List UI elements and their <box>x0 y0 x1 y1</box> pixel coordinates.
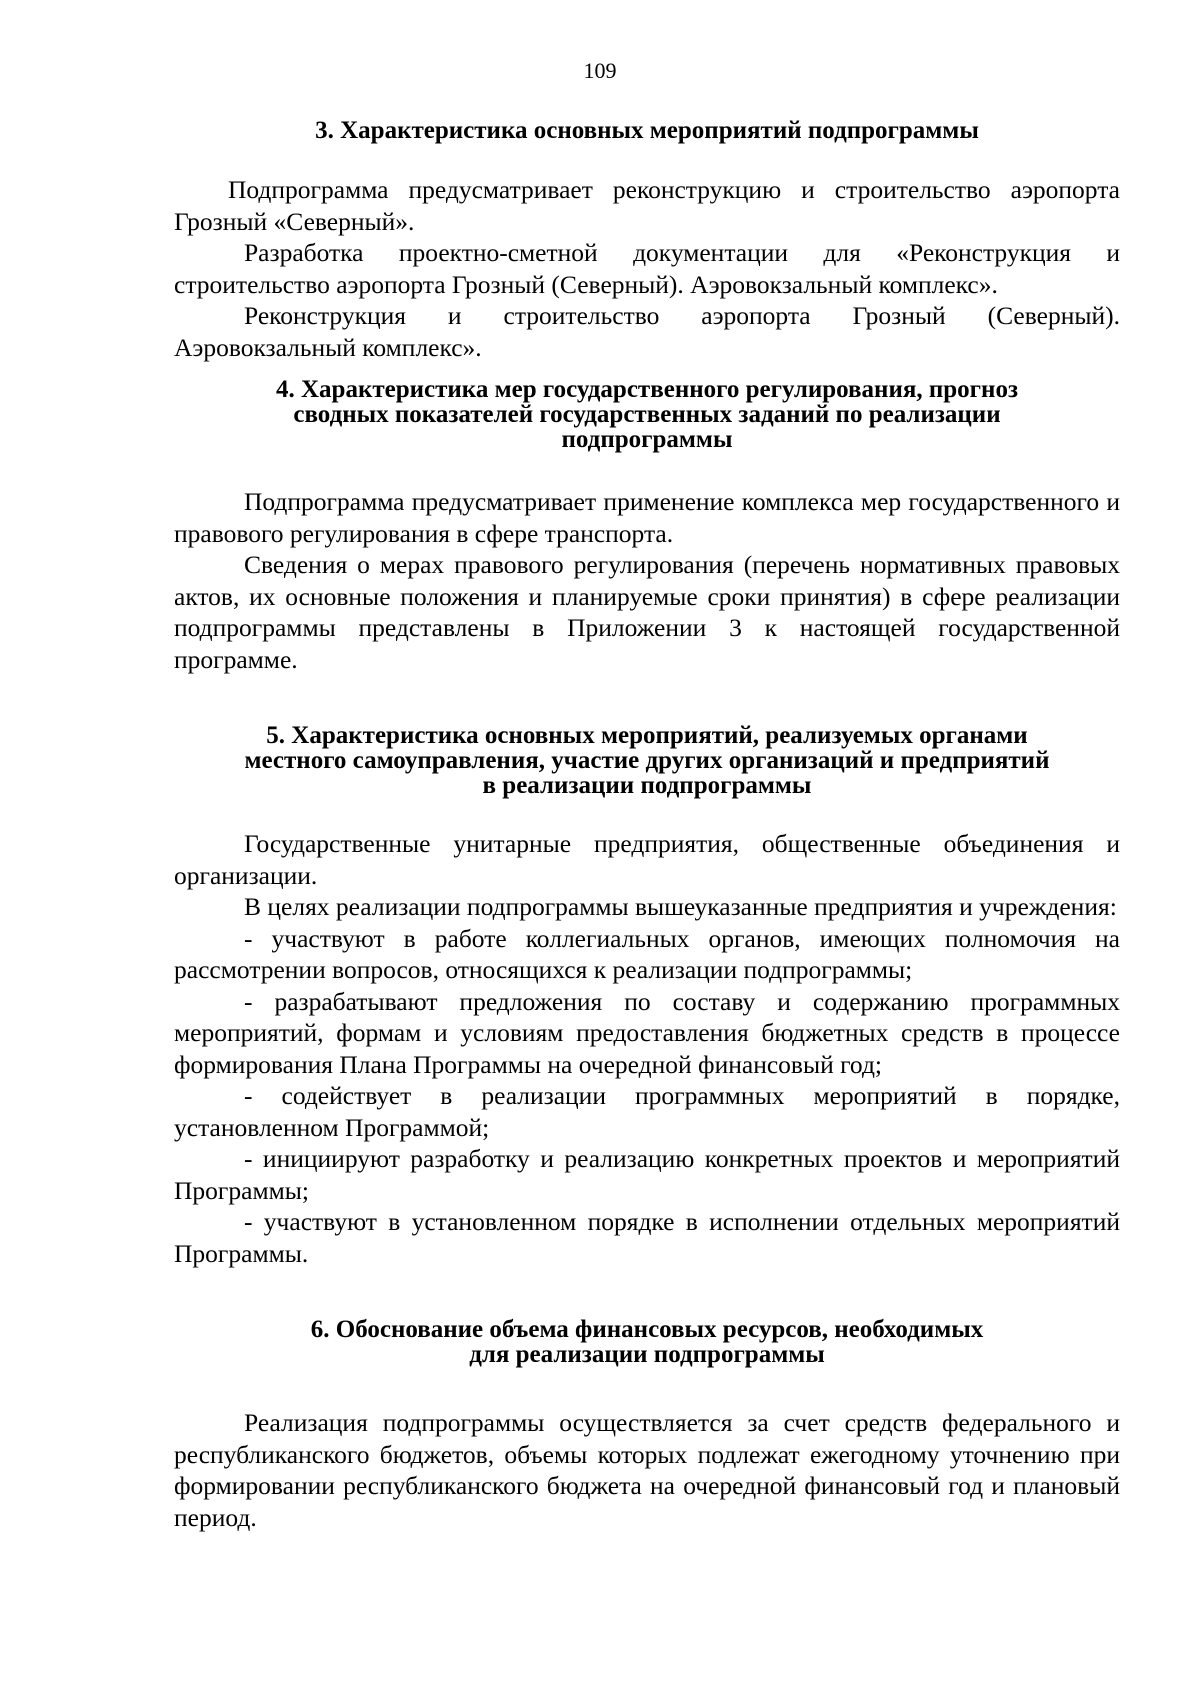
list-item: - инициируют разработку и реализацию конкретных проектов и мероприятий Программы; <box>174 1144 1120 1205</box>
paragraph: Государственные унитарные предприятия, общественные объединения и организации. <box>174 829 1120 890</box>
paragraph: Разработка проектно-сметной документации для «Реконструкция и строительство аэропорта Грозный (Северный). Аэровокзальный комплекс». <box>174 238 1120 299</box>
paragraph: Подпрограмма предусматривает применение комплекса мер государственного и правового регулирования в сфере транспорта. <box>174 487 1120 548</box>
section-4-heading <box>174 377 1120 452</box>
list-item: - участвуют в работе коллегиальных органов, имеющих полномочия на рассмотрении вопросов, относящихся к реализации подпрограммы; <box>174 923 1120 984</box>
paragraph: Реконструкция и строительство аэропорта Грозный (Северный). Аэровокзальный комплекс». <box>174 301 1120 362</box>
paragraph: В целях реализации подпрограммы вышеуказанные предприятия и учреждения: <box>244 892 1117 921</box>
paragraph: Реализация подпрограммы осуществляется за счет средств федерального и республиканского бюджетов, объемы которых подлежат ежегодному уточнению при формировании республиканского бюджета на очередной финансовый год и плановый период. <box>174 1408 1120 1532</box>
page-content <box>174 112 1120 1533</box>
heading-line: местного самоуправления, участие других организаций и предприятий <box>244 747 1050 774</box>
heading-line: 6. Обоснование объема финансовых ресурсов, необходимых <box>310 1316 984 1343</box>
heading-line: для реализации подпрограммы <box>469 1341 825 1368</box>
list-item: - участвуют в установленном порядке в исполнении отдельных мероприятий Программы. <box>174 1207 1120 1268</box>
section-5-heading <box>174 723 1120 798</box>
heading-line: 3. Характеристика основных мероприятий подпрограммы <box>315 117 979 144</box>
section-6-heading <box>174 1317 1120 1367</box>
heading-line: в реализации подпрограммы <box>482 772 812 799</box>
page-number: 109 <box>583 58 617 83</box>
list-item: - содействует в реализации программных мероприятий в порядке, установленном Программой; <box>174 1081 1120 1142</box>
heading-line: 5. Характеристика основных мероприятий, реализуемых органами <box>266 722 1028 749</box>
paragraph: Подпрограмма предусматривает реконструкцию и строительство аэропорта Грозный «Северный». <box>174 175 1120 236</box>
heading-line: сводных показателей государственных заданий по реализации <box>293 401 1001 428</box>
paragraph: Сведения о мерах правового регулирования (перечень нормативных правовых актов, их основные положения и планируемые сроки принятия) в сфере реализации подпрограммы представлены в Приложении 3 к настоящей государственной программе. <box>174 550 1120 674</box>
heading-line: 4. Характеристика мер государственного регулирования, прогноз <box>275 376 1018 403</box>
list-item: - разрабатывают предложения по составу и содержанию программных мероприятий, формам и условиям предоставления бюджетных средств в процессе формирования Плана Программы на очередной финансовый год; <box>174 986 1120 1079</box>
heading-line: подпрограммы <box>561 426 733 453</box>
section-3-heading <box>174 116 1120 146</box>
